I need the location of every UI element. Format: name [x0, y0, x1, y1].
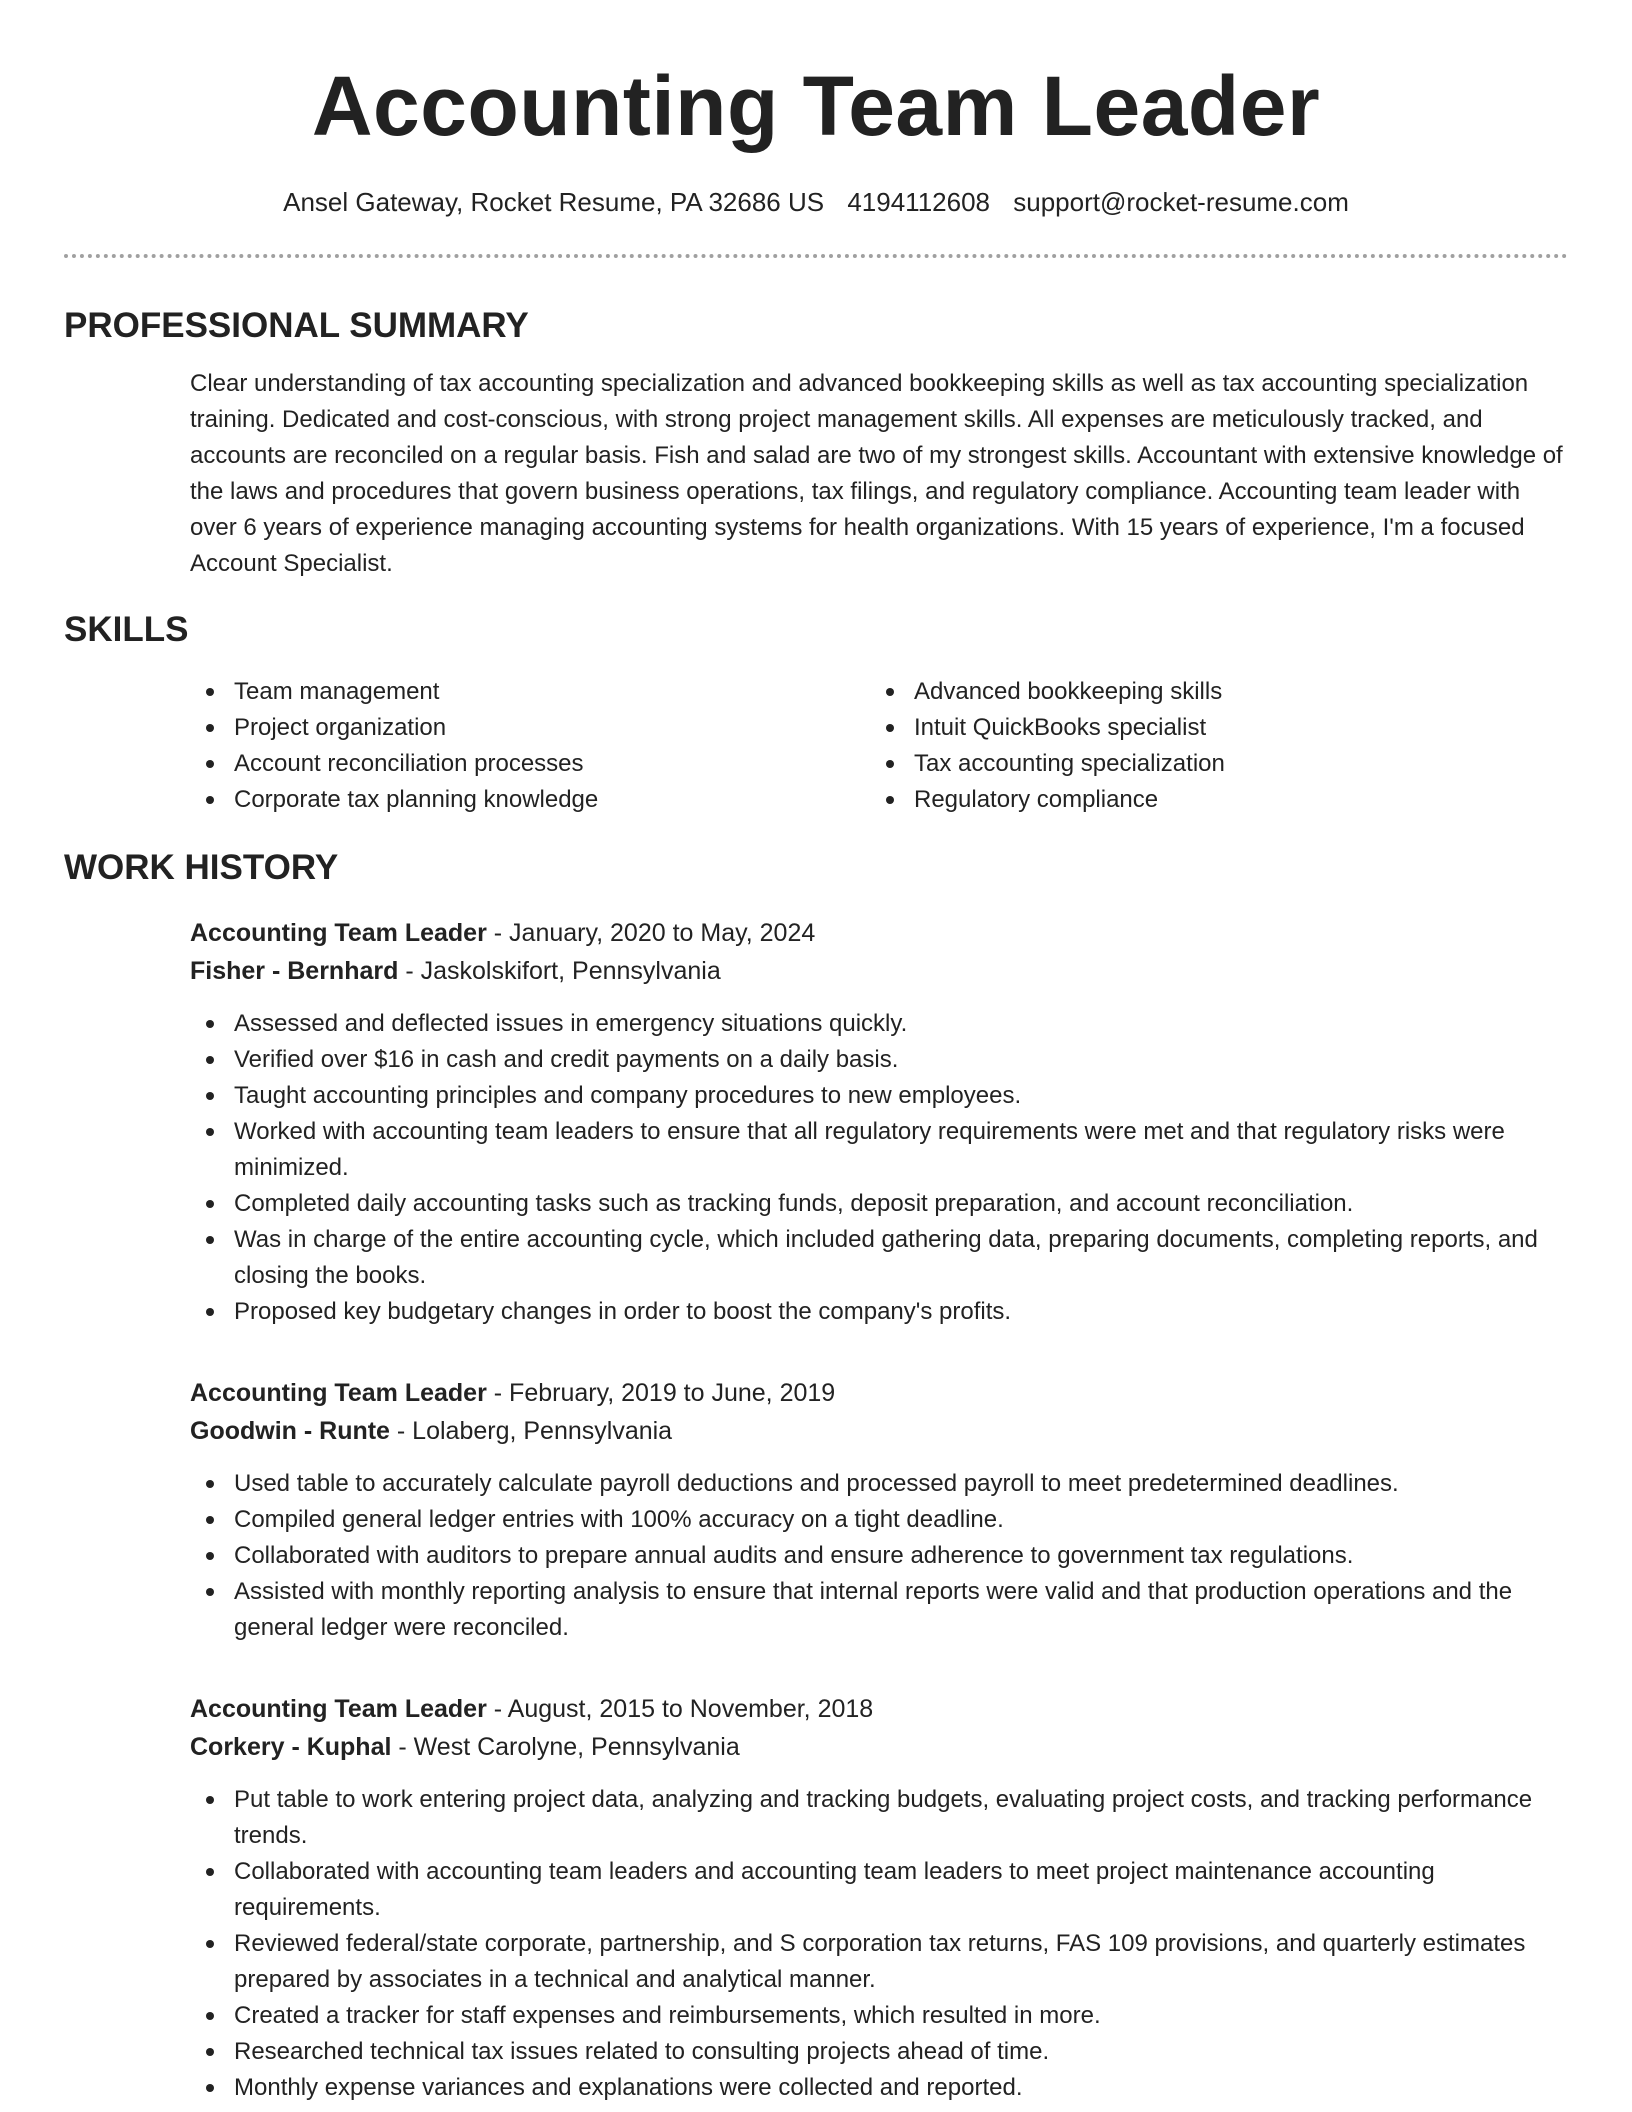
skill-item: Account reconciliation processes	[190, 746, 870, 782]
duty-item: Assessed and deflected issues in emergency situations quickly.	[190, 1006, 1568, 1042]
duty-item: Verified over $16 in cash and credit payments on a daily basis.	[190, 1042, 1568, 1078]
job-entry	[190, 1690, 1568, 2106]
duty-item: Researched technical tax issues related to consulting projects ahead of time.	[190, 2034, 1568, 2070]
summary-heading: PROFESSIONAL SUMMARY	[64, 306, 529, 345]
job-duties	[190, 1006, 1568, 1330]
job-role: Accounting Team Leader	[190, 919, 487, 947]
contact-line	[64, 184, 1568, 220]
header-divider	[64, 254, 1568, 258]
duty-item: Reviewed federal/state corporate, partnership, and S corporation tax returns, FAS 109 provisions, and quarterly estimates prepared by associates in a technical and analytical manner.	[190, 1926, 1568, 1998]
job-title-line	[190, 914, 1568, 952]
skill-item: Intuit QuickBooks specialist	[870, 710, 1550, 746]
skill-item: Corporate tax planning knowledge	[190, 782, 870, 818]
job-company: Corkery - Kuphal	[190, 1733, 392, 1761]
skill-item: Regulatory compliance	[870, 782, 1550, 818]
job-company: Goodwin - Runte	[190, 1417, 390, 1445]
job-title-line	[190, 1374, 1568, 1412]
job-location: - Jaskolskifort, Pennsylvania	[398, 957, 721, 985]
skills-grid	[64, 674, 1568, 818]
job-company-line	[190, 952, 1568, 990]
job-role: Accounting Team Leader	[190, 1695, 487, 1723]
skill-item: Tax accounting specialization	[870, 746, 1550, 782]
duty-item: Was in charge of the entire accounting cycle, which included gathering data, preparing documents, completing reports, and closing the books.	[190, 1222, 1568, 1294]
job-location: - West Carolyne, Pennsylvania	[391, 1733, 740, 1761]
skill-item: Team management	[190, 674, 870, 710]
resume-title: Accounting Team Leader	[311, 59, 1321, 153]
job-dates: - August, 2015 to November, 2018	[486, 1695, 874, 1723]
duty-item: Completed daily accounting tasks such as tracking funds, deposit preparation, and account reconciliation.	[190, 1186, 1568, 1222]
work-history-list	[64, 914, 1568, 2106]
job-role: Accounting Team Leader	[190, 1379, 487, 1407]
job-location: - Lolaberg, Pennsylvania	[389, 1417, 673, 1445]
duty-item: Taught accounting principles and company procedures to new employees.	[190, 1078, 1568, 1114]
job-company-line	[190, 1412, 1568, 1450]
duty-item: Proposed key budgetary changes in order to boost the company's profits.	[190, 1294, 1568, 1330]
duty-item: Assisted with monthly reporting analysis to ensure that internal reports were valid and that production operations and the general ledger were reconciled.	[190, 1574, 1568, 1646]
job-title-line	[190, 1690, 1568, 1728]
duty-item: Monthly expense variances and explanations were collected and reported.	[190, 2070, 1568, 2106]
contact-email: support@rocket-resume.com	[1013, 187, 1349, 217]
job-company: Fisher - Bernhard	[190, 957, 399, 985]
work-history-heading: WORK HISTORY	[64, 848, 339, 887]
duty-item: Created a tracker for staff expenses and reimbursements, which resulted in more.	[190, 1998, 1568, 2034]
job-entry	[190, 1374, 1568, 1646]
job-duties	[190, 1466, 1568, 1646]
skills-heading: SKILLS	[64, 610, 189, 649]
duty-item: Compiled general ledger entries with 100% accuracy on a tight deadline.	[190, 1502, 1568, 1538]
job-dates: - February, 2019 to June, 2019	[486, 1379, 836, 1407]
duty-item: Used table to accurately calculate payroll deductions and processed payroll to meet predetermined deadlines.	[190, 1466, 1568, 1502]
duty-item: Collaborated with auditors to prepare annual audits and ensure adherence to government tax regulations.	[190, 1538, 1568, 1574]
duty-item: Put table to work entering project data, analyzing and tracking budgets, evaluating project costs, and tracking performance trends.	[190, 1782, 1568, 1854]
skill-item: Project organization	[190, 710, 870, 746]
job-company-line	[190, 1728, 1568, 1766]
job-duties	[190, 1782, 1568, 2106]
summary-text: Clear understanding of tax accounting specialization and advanced bookkeeping skills as well as tax accounting specialization training. Dedicated and cost-conscious, with strong project management skills. All expenses are meticulously tracked, and accounts are reconciled on a regular basis. Fish and salad are two of my strongest skills. Accountant with extensive knowledge of the laws and procedures that govern business operations, tax filings, and regulatory compliance. Accounting team leader with over 6 years of experience managing accounting systems for health organizations. With 15 years of experience, I'm a focused Account Specialist.	[190, 370, 1563, 577]
contact-phone: 4194112608	[847, 187, 991, 217]
skill-item: Advanced bookkeeping skills	[870, 674, 1550, 710]
skills-right-column	[870, 674, 1550, 818]
job-dates: - January, 2020 to May, 2024	[486, 919, 816, 947]
duty-item: Worked with accounting team leaders to ensure that all regulatory requirements were met and that regulatory risks were minimized.	[190, 1114, 1568, 1186]
job-entry	[190, 914, 1568, 1330]
contact-address: Ansel Gateway, Rocket Resume, PA 32686 US	[283, 187, 825, 217]
duty-item: Collaborated with accounting team leaders and accounting team leaders to meet project maintenance accounting requirements.	[190, 1854, 1568, 1926]
skills-left-column	[190, 674, 870, 818]
